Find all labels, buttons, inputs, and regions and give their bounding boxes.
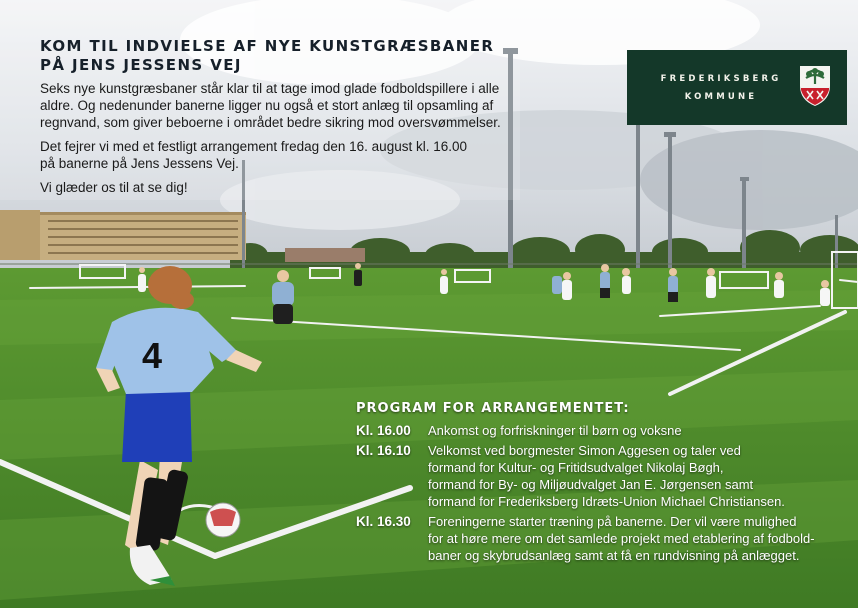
program-line: for at høre mere om det samlede projekt med etablering af fodbold-	[428, 531, 815, 546]
program-title: PROGRAM FOR ARRANGEMENTET:	[356, 401, 630, 416]
program-description	[428, 442, 785, 510]
headline-line-2: PÅ JENS JESSENS VEJ	[40, 56, 242, 74]
program-section	[356, 401, 836, 567]
intro-line: regnvand, som giver beboerne i området bedre sikring mod oversvømmelser.	[40, 115, 501, 130]
apartment-building	[0, 210, 246, 260]
program-item	[356, 442, 836, 510]
intro-line: aldre. Og nedenunder banerne ligger nu også et stort anlæg til opsamling af	[40, 98, 494, 113]
intro-paragraph-2	[40, 138, 510, 172]
program-line: Foreningerne starter træning på banerne. Der vil være mulighed	[428, 514, 797, 529]
intro-paragraph-3	[40, 179, 510, 196]
distant-building	[285, 248, 365, 262]
intro-line: Seks nye kunstgræsbaner står klar til at tage imod glade fodboldspillere i alle	[40, 81, 500, 96]
logo-line-1: FREDERIKSBERG	[660, 74, 782, 84]
intro-text	[40, 80, 510, 203]
headline-line-1: KOM TIL INDVIELSE AF NYE KUNSTGRÆSBANER	[40, 37, 495, 55]
frederiksberg-kommune-logo	[627, 50, 847, 125]
headline	[40, 37, 494, 75]
program-line: formand for Kultur- og Fritidsudvalget Nikolaj Bøgh,	[428, 460, 724, 475]
program-description	[428, 422, 682, 439]
logo-wordmark	[651, 70, 791, 106]
jersey-number: 4	[142, 335, 163, 376]
intro-line: Vi glæder os til at se dig!	[40, 180, 188, 195]
logo-line-2: KOMMUNE	[684, 92, 758, 102]
football	[206, 503, 240, 537]
program-line: baner og skybrudsanlæg samt at få en rundvisning på anlægget.	[428, 548, 800, 563]
program-time: Kl. 16.30	[356, 514, 411, 529]
program-item	[356, 422, 836, 439]
program-time: Kl. 16.00	[356, 423, 411, 438]
program-time: Kl. 16.10	[356, 443, 411, 458]
program-description	[428, 513, 815, 564]
program-item	[356, 513, 836, 564]
program-line: Ankomst og forfriskninger til børn og voksne	[428, 423, 682, 438]
intro-line: Det fejrer vi med et festligt arrangement fredag den 16. august kl. 16.00	[40, 139, 467, 154]
intro-paragraph-1	[40, 80, 510, 131]
coat-of-arms-icon	[798, 64, 832, 108]
program-line: Velkomst ved borgmester Simon Aggesen og taler ved	[428, 443, 741, 458]
intro-line: på banerne på Jens Jessens Vej.	[40, 156, 239, 171]
program-line: formand for By- og Miljøudvalget Jan E. Jørgensen samt	[428, 477, 754, 492]
program-line: formand for Frederiksberg Idræts-Union Michael Christiansen.	[428, 494, 785, 509]
